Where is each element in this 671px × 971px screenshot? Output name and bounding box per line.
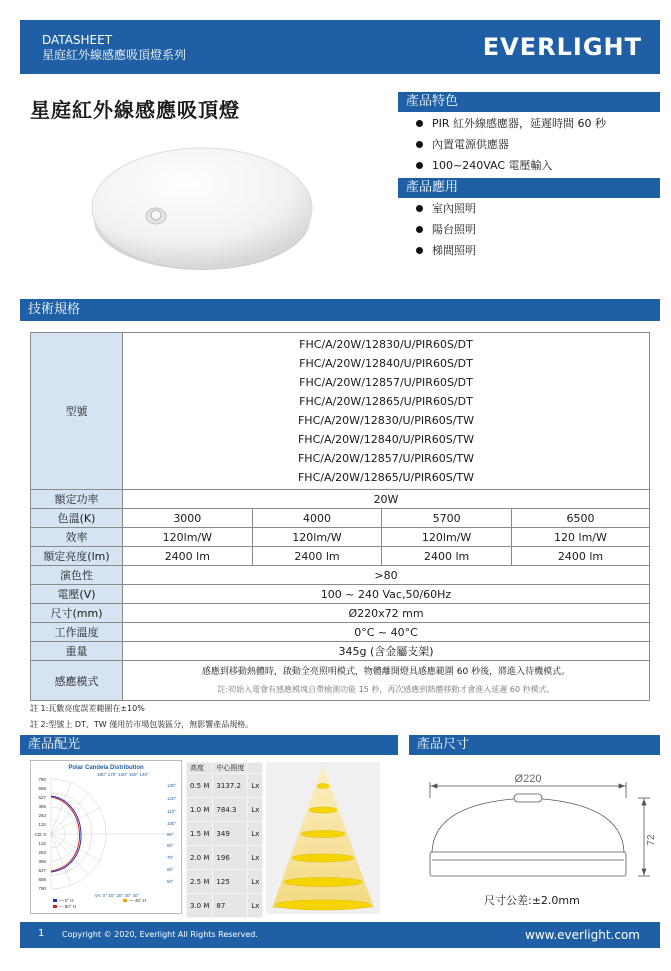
polar-bottom-labels: VA: 0° 10° 20° 30° 40° [94, 893, 140, 898]
model-number: FHC/A/20W/12840/U/PIR60S/TW [297, 433, 475, 446]
list-item: 室內照明 [414, 198, 476, 219]
light-distribution-heading: 產品配光 [20, 735, 398, 755]
height-label: 72 [646, 834, 657, 846]
model-number: FHC/A/20W/12857/U/PIR60S/DT [299, 376, 473, 389]
table-row [187, 822, 263, 846]
lux-cell: 349 [213, 822, 248, 846]
table-row [187, 894, 263, 918]
svg-text:527: 527 [38, 795, 46, 800]
cct-label: 色溫(K) [31, 509, 123, 528]
model-number: FHC/A/20W/12865/U/PIR60S/DT [299, 395, 473, 408]
model-label: 型號 [31, 333, 123, 490]
table-row [31, 333, 650, 490]
temp-value: 0°C ~ 40°C [123, 623, 650, 642]
lux-cell: 125 [213, 870, 248, 894]
table-row [187, 798, 263, 822]
model-number: FHC/A/20W/12840/U/PIR60S/DT [299, 357, 473, 370]
svg-text:395: 395 [38, 804, 46, 809]
svg-text:100°: 100° [167, 821, 177, 826]
list-item: 梯間照明 [414, 240, 476, 261]
lux-cell: 3137.2 [213, 774, 248, 798]
sense-label: 感應模式 [31, 661, 123, 701]
polar-title: Polar Candela Distribution [68, 765, 144, 771]
polar-left-ticks [34, 777, 46, 891]
table-row [31, 642, 650, 661]
voltage-label: 電壓(V) [31, 585, 123, 604]
footer-banner [20, 922, 660, 948]
table-row [31, 509, 650, 528]
product-photo [86, 124, 318, 276]
legend-90h: — 90° H [59, 904, 77, 909]
sense-description: 感應到移動熱體時，啟動全亮照明模式，物體離開燈具感應範圍 60 秒後，將進入待機模式。 [201, 666, 571, 677]
efficacy-value: 120lm/W [382, 528, 512, 547]
datasheet-title: DATASHEET [42, 33, 113, 47]
light-cone-diagram [266, 762, 380, 914]
table-row [31, 623, 650, 642]
svg-text:263: 263 [38, 850, 46, 855]
table-row [187, 763, 263, 774]
power-value: 20W [123, 490, 650, 509]
svg-text:120°: 120° [167, 796, 177, 801]
svg-text:790: 790 [38, 886, 46, 891]
voltage-value: 100 ~ 240 Vac,50/60Hz [123, 585, 650, 604]
svg-text:50°: 50° [167, 879, 174, 884]
model-number: FHC/A/20W/12830/U/PIR60S/TW [297, 414, 475, 427]
unit-cell: Lx [248, 870, 263, 894]
list-item: 100~240VAC 電壓輸入 [414, 155, 606, 176]
svg-text:70°: 70° [167, 855, 174, 860]
table-row [31, 566, 650, 585]
table-row [31, 585, 650, 604]
cct-value: 4000 [252, 509, 382, 528]
header-unit [248, 763, 263, 774]
list-item: 陽台照明 [414, 219, 476, 240]
lux-cell: 784.3 [213, 798, 248, 822]
svg-text:110°: 110° [167, 809, 176, 814]
weight-value: 345g (含金屬支架) [123, 642, 650, 661]
svg-text:658: 658 [38, 877, 46, 882]
sense-value [123, 661, 650, 701]
sense-note: 註:初始入電會有感應模塊自帶檢測功能 15 秒，再次感應到熱體移動才會進入延遲 60 秒模式。 [217, 684, 555, 694]
height-cell: 2.5 M [187, 870, 213, 894]
efficacy-value: 120 lm/W [511, 528, 649, 547]
model-number: FHC/A/20W/12865/U/PIR60S/TW [297, 471, 475, 484]
svg-text:132: 132 [38, 841, 46, 846]
svg-text:80°: 80° [167, 843, 174, 848]
website-link[interactable]: www.everlight.com [525, 928, 640, 942]
tolerance-note: 尺寸公差:±2.0mm [484, 894, 580, 907]
table-row [31, 604, 650, 623]
table-row [187, 846, 263, 870]
unit-cell: Lx [248, 774, 263, 798]
table-row [31, 528, 650, 547]
cri-value: >80 [123, 566, 650, 585]
svg-text:263: 263 [38, 813, 46, 818]
efficacy-label: 效率 [31, 528, 123, 547]
polar-right-ticks [167, 783, 177, 884]
efficacy-value: 120lm/W [252, 528, 382, 547]
footnote-1: 註 1:瓦數亮度誤差範圍在±10% [30, 704, 145, 713]
svg-text:60°: 60° [167, 867, 174, 872]
efficacy-value: 120lm/W [123, 528, 253, 547]
list-item: PIR 紅外線感應器，延遲時間 60 秒 [414, 113, 606, 134]
product-title: 星庭紅外線感應吸頂燈 [30, 98, 240, 122]
weight-label: 重量 [31, 642, 123, 661]
height-cell: 2.0 M [187, 846, 213, 870]
temp-label: 工作溫度 [31, 623, 123, 642]
svg-text:90°: 90° [167, 832, 174, 837]
illuminance-table [186, 762, 263, 918]
svg-text:658: 658 [38, 786, 46, 791]
power-label: 額定功率 [31, 490, 123, 509]
series-subtitle: 星庭紅外線感應吸頂燈系列 [42, 48, 187, 62]
svg-text:132: 132 [38, 822, 46, 827]
copyright-text: Copyright © 2020, Everlight All Rights Reserved. [62, 930, 258, 939]
unit-cell: Lx [248, 822, 263, 846]
list-item: 內置電源供應器 [414, 134, 606, 155]
spec-table [30, 332, 650, 701]
unit-cell: Lx [248, 846, 263, 870]
polar-top-labels: 180° 170° 160° 150° 140° [97, 772, 149, 777]
height-cell: 0.5 M [187, 774, 213, 798]
page-number: 1 [38, 928, 45, 939]
diameter-label: Ø220 [514, 773, 542, 785]
lux-cell: 196 [213, 846, 248, 870]
flux-label: 額定亮度(lm) [31, 547, 123, 566]
unit-cell: Lx [248, 798, 263, 822]
table-row [31, 661, 650, 701]
lux-cell: 87 [213, 894, 248, 918]
model-number: FHC/A/20W/12857/U/PIR60S/TW [297, 452, 475, 465]
cri-label: 演色性 [31, 566, 123, 585]
svg-text:130°: 130° [167, 783, 177, 788]
height-cell: 1.0 M [187, 798, 213, 822]
cct-value: 6500 [511, 509, 649, 528]
cct-value: 3000 [123, 509, 253, 528]
height-cell: 3.0 M [187, 894, 213, 918]
polar-distribution-chart [30, 760, 182, 914]
cct-value: 5700 [382, 509, 512, 528]
applications-list [414, 198, 476, 261]
features-list [414, 113, 606, 176]
features-heading: 產品特色 [398, 92, 660, 112]
table-row [31, 547, 650, 566]
header-height: 高度 [187, 763, 213, 774]
flux-value: 2400 lm [123, 547, 253, 566]
flux-value: 2400 lm [382, 547, 512, 566]
size-value: Ø220x72 mm [123, 604, 650, 623]
model-number: FHC/A/20W/12830/U/PIR60S/DT [299, 338, 473, 351]
svg-text:CD: 0: CD: 0 [34, 832, 46, 837]
model-list [123, 333, 650, 490]
specs-heading: 技術規格 [20, 299, 660, 321]
legend-45h: — 45° H [129, 898, 147, 903]
header-center-lux: 中心照度 [213, 763, 248, 774]
height-cell: 1.5 M [187, 822, 213, 846]
size-label: 尺寸(mm) [31, 604, 123, 623]
svg-text:527: 527 [38, 868, 46, 873]
table-row [31, 490, 650, 509]
everlight-logo: EVERLIGHT [482, 33, 642, 61]
dimension-drawing [418, 768, 658, 888]
table-row [187, 870, 263, 894]
flux-value: 2400 lm [252, 547, 382, 566]
legend-0h: — 0° H [59, 898, 74, 903]
svg-text:395: 395 [38, 859, 46, 864]
header-banner [20, 20, 660, 74]
applications-heading: 產品應用 [398, 178, 660, 198]
unit-cell: Lx [248, 894, 263, 918]
table-row [187, 774, 263, 798]
dimension-heading: 產品尺寸 [409, 735, 660, 755]
footnote-2: 註 2:型號上 DT、TW 僅用於市場包裝區分，無影響產品規格。 [30, 720, 254, 729]
svg-text:790: 790 [38, 777, 46, 782]
flux-value: 2400 lm [511, 547, 649, 566]
